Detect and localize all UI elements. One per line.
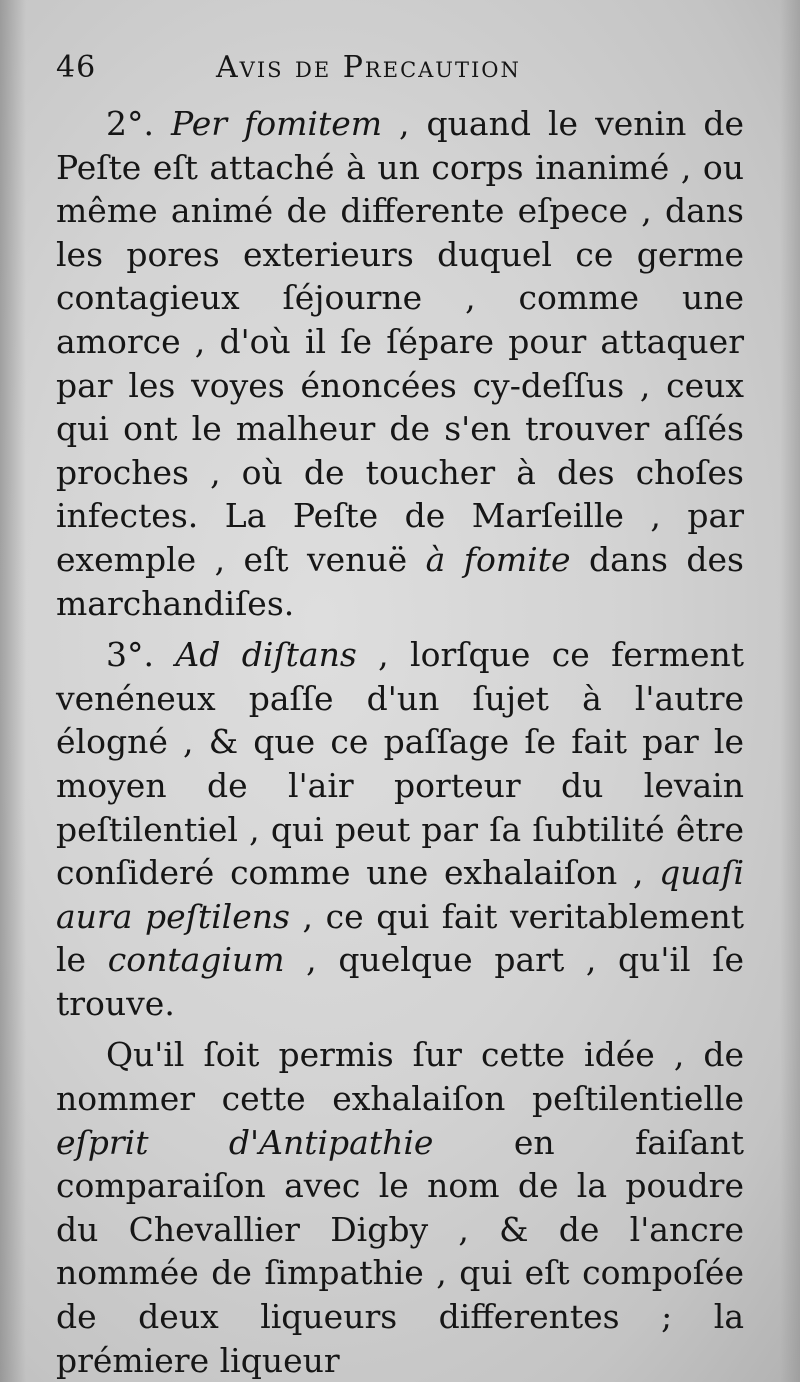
paragraph-ad-distans (56, 633, 744, 1025)
paragraph-per-fomitem (56, 102, 744, 625)
page-number: 46 (56, 50, 97, 85)
latin-term: Ad diſtans (175, 635, 357, 675)
paragraph-antipathie (56, 1033, 744, 1382)
latin-term: Per fomitem (171, 104, 383, 143)
text-run: , quand le venin de Peſte eſt attaché à un corps inanimé , ou même animé de differente eſpece , dans les pores exterieurs duquel ce germe contagieux ſéjourne , comme une amorce , d'où il ſe ſépare pour attaquer par les voyes énoncées cy-deſſus , ceux qui ont le malheur de s'en trouver aſſés proches , où de toucher à des choſes infectes. La Peſte de Marſeille , par exemple , eſt venuë (56, 104, 744, 579)
italic-term: eſprit d'Antipathie (56, 1122, 434, 1162)
latin-term: contagium (107, 940, 285, 980)
text-run: , ce qui fait veritablement le (56, 896, 744, 980)
text-run: Qu'il ſoit permis ſur cette idée , de nommer cette exhalaiſon peſtilentielle (56, 1035, 744, 1119)
latin-term: à fomite (425, 539, 571, 579)
text-run: dans des marchandiſes. (56, 539, 744, 623)
text-run: en faiſant comparaiſon avec le nom de la poudre du Chevallier Digby , & de l'ancre nommée de ſimpathie , qui eſt compoſée de deux liqueurs differentes ; la prémiere liqueur (56, 1122, 744, 1380)
text-run: , quelque part , qu'il ſe trouve. (56, 940, 744, 1023)
text-run: 2°. (106, 104, 171, 143)
running-head (56, 44, 744, 102)
running-title: Avis de Precaution (216, 50, 521, 85)
body-text (56, 102, 744, 1382)
text-run: , lorſque ce ferment venéneux paſſe d'un ſujet à l'autre élogné , & que ce paſſage ſe fait par le moyen de l'air porteur du levain peſtilentiel , qui peut par ſa ſubtilité être conſideré comme une exhalaiſon , (56, 635, 745, 893)
text-run: 3°. (106, 635, 176, 675)
latin-term: quaſi aura peſtilens (56, 853, 744, 936)
